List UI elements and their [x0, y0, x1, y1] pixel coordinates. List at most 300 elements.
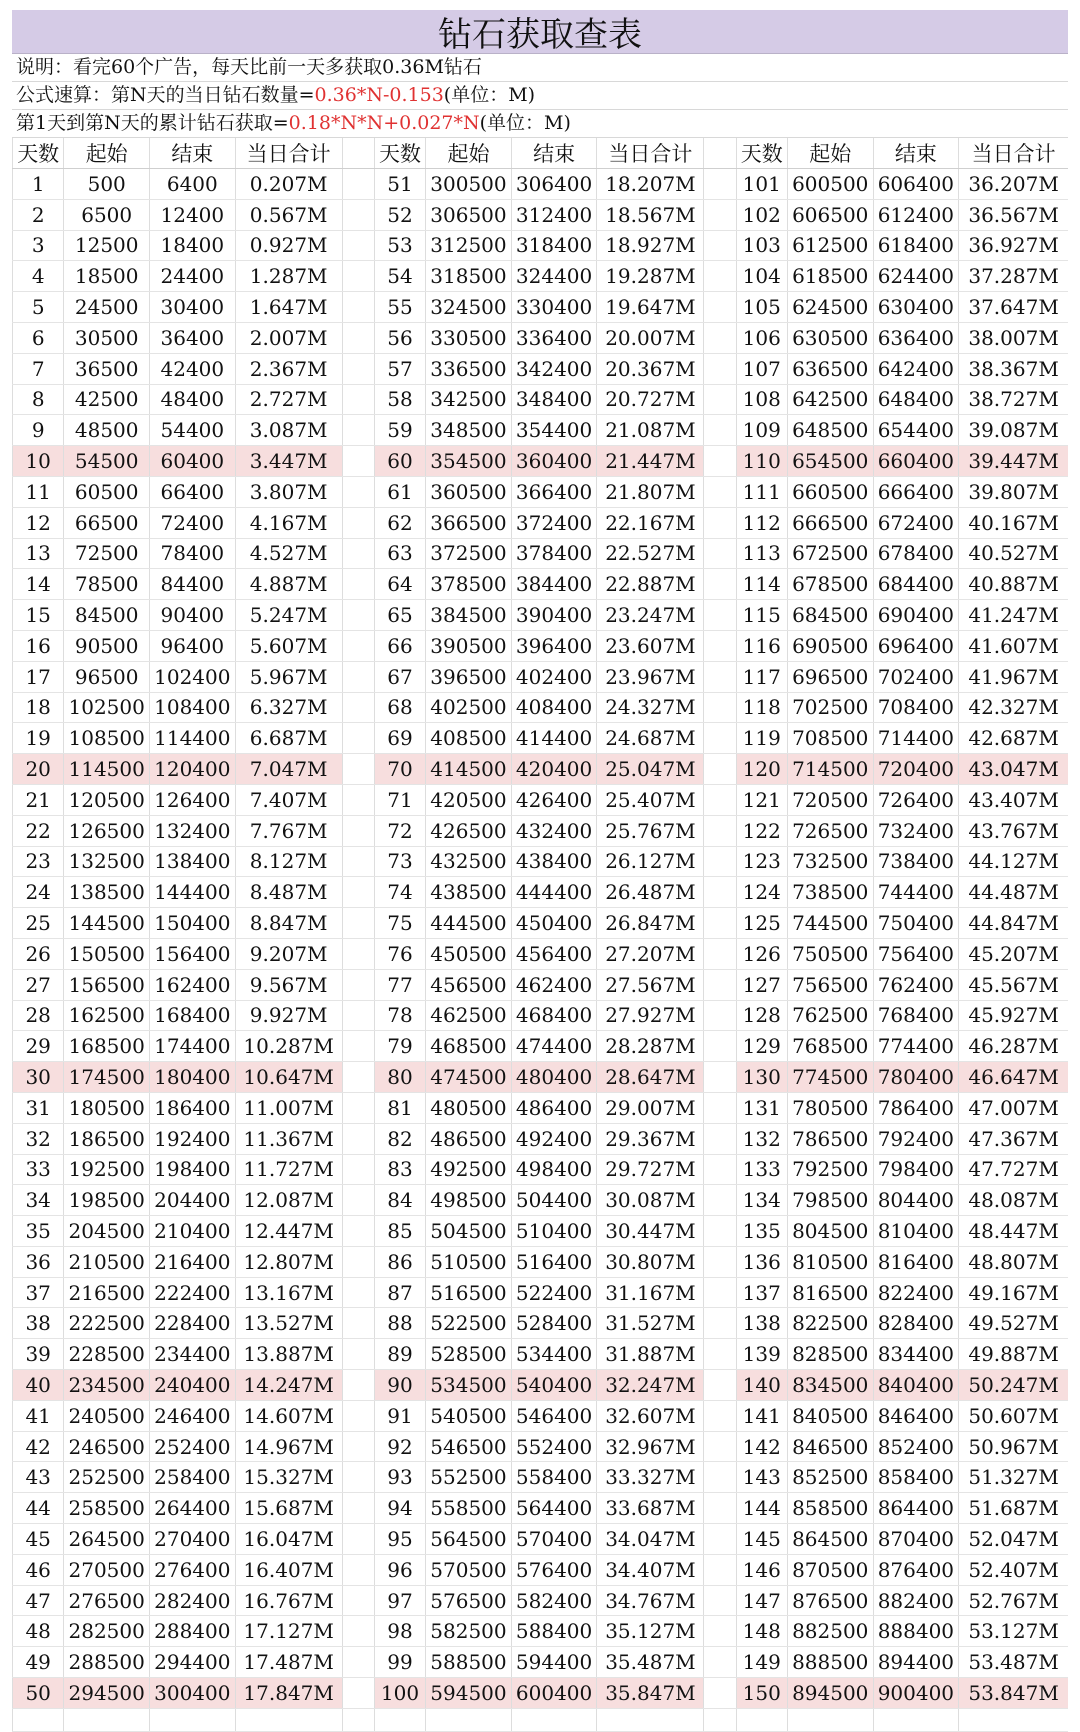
cell-day: 80 [374, 1062, 425, 1093]
group-spacer [342, 1000, 374, 1031]
cell-start: 702500 [787, 692, 873, 723]
cell-day: 124 [736, 877, 787, 908]
group-spacer [704, 1246, 736, 1277]
cell-end: 630400 [873, 292, 959, 323]
table-row [13, 353, 1069, 384]
header-start: 起始 [787, 138, 873, 169]
cell-start: 48500 [64, 415, 150, 446]
cell-daily-total: 32.607M [597, 1400, 704, 1431]
cell-day: 138 [736, 1308, 787, 1339]
group-spacer [342, 1308, 374, 1339]
group-spacer [704, 1123, 736, 1154]
cell-end: 78400 [150, 538, 236, 569]
group-spacer [704, 138, 736, 169]
cell-daily-total: 52.047M [959, 1524, 1068, 1555]
cell-start: 858500 [787, 1493, 873, 1524]
group-spacer [704, 1431, 736, 1462]
cell-daily-total: 3.087M [235, 415, 342, 446]
cell-day: 134 [736, 1185, 787, 1216]
table-row [13, 1185, 1069, 1216]
cell-end: 714400 [873, 723, 959, 754]
cell-start: 372500 [426, 538, 512, 569]
group-spacer [704, 384, 736, 415]
cell-day: 33 [13, 1154, 64, 1185]
cell-day: 32 [13, 1123, 64, 1154]
cell-day: 52 [374, 199, 425, 230]
group-spacer [342, 1123, 374, 1154]
table-row [13, 1400, 1069, 1431]
group-spacer [342, 292, 374, 323]
cell-start: 894500 [787, 1678, 873, 1709]
cell-daily-total: 8.487M [235, 877, 342, 908]
group-spacer [704, 476, 736, 507]
cell-daily-total: 33.687M [597, 1493, 704, 1524]
cell-end: 534400 [511, 1339, 597, 1370]
cell-day: 147 [736, 1585, 787, 1616]
cell-day: 62 [374, 507, 425, 538]
cell-start: 342500 [426, 384, 512, 415]
cell-end: 168400 [150, 1000, 236, 1031]
cell-start: 420500 [426, 784, 512, 815]
cell-end: 600400 [511, 1678, 597, 1709]
cell-start: 300500 [426, 169, 512, 200]
group-spacer [704, 1524, 736, 1555]
cell-day: 150 [736, 1678, 787, 1709]
cell-start: 312500 [426, 230, 512, 261]
cell-end: 732400 [873, 815, 959, 846]
cell-start: 258500 [64, 1493, 150, 1524]
cell-end: 528400 [511, 1308, 597, 1339]
cell-start: 516500 [426, 1277, 512, 1308]
group-spacer [704, 230, 736, 261]
table-row [13, 1277, 1069, 1308]
group-spacer [704, 415, 736, 446]
table-row [13, 1092, 1069, 1123]
cell-daily-total: 8.847M [235, 908, 342, 939]
cell-start: 426500 [426, 815, 512, 846]
table-row [13, 507, 1069, 538]
cell-day: 28 [13, 1000, 64, 1031]
cell-day: 101 [736, 169, 787, 200]
header-end: 结束 [511, 138, 597, 169]
cell-daily-total: 35.847M [597, 1678, 704, 1709]
cell-end: 342400 [511, 353, 597, 384]
empty-cell [13, 1708, 64, 1731]
cell-daily-total: 42.327M [959, 692, 1068, 723]
group-spacer [704, 1493, 736, 1524]
cell-end: 720400 [873, 754, 959, 785]
cell-day: 133 [736, 1154, 787, 1185]
cell-start: 486500 [426, 1123, 512, 1154]
cell-day: 7 [13, 353, 64, 384]
cell-daily-total: 47.727M [959, 1154, 1068, 1185]
cell-start: 336500 [426, 353, 512, 384]
cell-end: 672400 [873, 507, 959, 538]
cell-daily-total: 52.767M [959, 1585, 1068, 1616]
cell-end: 282400 [150, 1585, 236, 1616]
cell-start: 888500 [787, 1647, 873, 1678]
cell-end: 360400 [511, 446, 597, 477]
cell-start: 582500 [426, 1616, 512, 1647]
cell-daily-total: 49.887M [959, 1339, 1068, 1370]
cell-day: 48 [13, 1616, 64, 1647]
cell-day: 31 [13, 1092, 64, 1123]
cell-start: 732500 [787, 846, 873, 877]
cell-end: 258400 [150, 1462, 236, 1493]
cell-start: 882500 [787, 1616, 873, 1647]
cell-day: 81 [374, 1092, 425, 1123]
cell-day: 136 [736, 1246, 787, 1277]
cell-end: 90400 [150, 600, 236, 631]
cell-start: 756500 [787, 969, 873, 1000]
cell-day: 10 [13, 446, 64, 477]
table-row [13, 1431, 1069, 1462]
cell-day: 148 [736, 1616, 787, 1647]
cell-daily-total: 22.527M [597, 538, 704, 569]
cell-daily-total: 17.487M [235, 1647, 342, 1678]
table-row [13, 908, 1069, 939]
cell-day: 84 [374, 1185, 425, 1216]
cell-start: 102500 [64, 692, 150, 723]
table-row [13, 1493, 1069, 1524]
cell-start: 558500 [426, 1493, 512, 1524]
cell-daily-total: 30.087M [597, 1185, 704, 1216]
cell-start: 180500 [64, 1092, 150, 1123]
cell-end: 432400 [511, 815, 597, 846]
cell-daily-total: 29.367M [597, 1123, 704, 1154]
cell-start: 654500 [787, 446, 873, 477]
cell-start: 876500 [787, 1585, 873, 1616]
cell-daily-total: 48.447M [959, 1216, 1068, 1247]
cell-end: 270400 [150, 1524, 236, 1555]
cell-end: 636400 [873, 322, 959, 353]
cell-start: 210500 [64, 1246, 150, 1277]
cell-end: 378400 [511, 538, 597, 569]
cell-day: 98 [374, 1616, 425, 1647]
table-row [13, 169, 1069, 200]
cell-daily-total: 25.407M [597, 784, 704, 815]
cell-end: 276400 [150, 1554, 236, 1585]
cell-daily-total: 17.847M [235, 1678, 342, 1709]
cell-end: 588400 [511, 1616, 597, 1647]
cell-end: 468400 [511, 1000, 597, 1031]
cell-end: 264400 [150, 1493, 236, 1524]
cell-daily-total: 46.287M [959, 1031, 1068, 1062]
cell-start: 636500 [787, 353, 873, 384]
cell-daily-total: 27.567M [597, 969, 704, 1000]
cell-day: 130 [736, 1062, 787, 1093]
group-spacer [342, 1431, 374, 1462]
cell-daily-total: 5.607M [235, 630, 342, 661]
cell-daily-total: 41.247M [959, 600, 1068, 631]
cell-end: 420400 [511, 754, 597, 785]
cell-daily-total: 29.727M [597, 1154, 704, 1185]
cell-daily-total: 44.127M [959, 846, 1068, 877]
header-row [13, 138, 1069, 169]
group-spacer [342, 1277, 374, 1308]
cell-end: 156400 [150, 938, 236, 969]
cell-day: 24 [13, 877, 64, 908]
cell-end: 6400 [150, 169, 236, 200]
cell-end: 336400 [511, 322, 597, 353]
group-spacer [704, 754, 736, 785]
empty-cell [511, 1708, 597, 1731]
cell-end: 234400 [150, 1339, 236, 1370]
cell-end: 384400 [511, 569, 597, 600]
group-spacer [704, 446, 736, 477]
note-cumulative-formula [12, 110, 1068, 138]
table-row [13, 538, 1069, 569]
table-row [13, 1154, 1069, 1185]
cell-start: 234500 [64, 1370, 150, 1401]
cell-day: 16 [13, 630, 64, 661]
cell-end: 300400 [150, 1678, 236, 1709]
cell-start: 720500 [787, 784, 873, 815]
cell-daily-total: 14.967M [235, 1431, 342, 1462]
cell-start: 24500 [64, 292, 150, 323]
cell-day: 12 [13, 507, 64, 538]
group-spacer [704, 938, 736, 969]
cell-daily-total: 51.327M [959, 1462, 1068, 1493]
cell-end: 828400 [873, 1308, 959, 1339]
header-day: 天数 [13, 138, 64, 169]
cell-daily-total: 28.647M [597, 1062, 704, 1093]
cell-start: 528500 [426, 1339, 512, 1370]
cell-day: 50 [13, 1678, 64, 1709]
cell-daily-total: 20.007M [597, 322, 704, 353]
cell-day: 129 [736, 1031, 787, 1062]
cell-end: 462400 [511, 969, 597, 1000]
cell-daily-total: 49.527M [959, 1308, 1068, 1339]
table-row [13, 1554, 1069, 1585]
cell-day: 119 [736, 723, 787, 754]
cell-daily-total: 18.207M [597, 169, 704, 200]
empty-cell [873, 1708, 959, 1731]
header-daily-total: 当日合计 [959, 138, 1068, 169]
cell-day: 102 [736, 199, 787, 230]
group-spacer [704, 292, 736, 323]
table-row [13, 969, 1069, 1000]
table-row [13, 476, 1069, 507]
cell-end: 690400 [873, 600, 959, 631]
group-spacer [342, 1400, 374, 1431]
cell-end: 186400 [150, 1092, 236, 1123]
table-row [13, 723, 1069, 754]
cell-end: 486400 [511, 1092, 597, 1123]
formula-label: 第1天到第N天的累计钻石获取= [16, 112, 289, 134]
cell-daily-total: 38.727M [959, 384, 1068, 415]
cell-daily-total: 5.967M [235, 661, 342, 692]
cell-day: 97 [374, 1585, 425, 1616]
group-spacer [342, 476, 374, 507]
cell-day: 60 [374, 446, 425, 477]
cell-daily-total: 24.327M [597, 692, 704, 723]
group-spacer [704, 1554, 736, 1585]
cell-day: 5 [13, 292, 64, 323]
cell-end: 60400 [150, 446, 236, 477]
cell-day: 9 [13, 415, 64, 446]
cell-end: 786400 [873, 1092, 959, 1123]
group-spacer [704, 1308, 736, 1339]
group-spacer [342, 1216, 374, 1247]
diamond-table [12, 138, 1068, 1732]
cell-daily-total: 29.007M [597, 1092, 704, 1123]
group-spacer [342, 261, 374, 292]
cell-end: 288400 [150, 1616, 236, 1647]
cell-start: 6500 [64, 199, 150, 230]
cell-start: 678500 [787, 569, 873, 600]
note-description: 说明：看完60个广告，每天比前一天多获取0.36M钻石 [12, 54, 1068, 82]
cell-day: 149 [736, 1647, 787, 1678]
cell-end: 222400 [150, 1277, 236, 1308]
cell-end: 804400 [873, 1185, 959, 1216]
group-spacer [342, 1062, 374, 1093]
cell-day: 25 [13, 908, 64, 939]
cell-start: 864500 [787, 1524, 873, 1555]
group-spacer [342, 630, 374, 661]
cell-day: 126 [736, 938, 787, 969]
cell-end: 798400 [873, 1154, 959, 1185]
cell-start: 798500 [787, 1185, 873, 1216]
cell-daily-total: 12.807M [235, 1246, 342, 1277]
cell-end: 900400 [873, 1678, 959, 1709]
cell-end: 228400 [150, 1308, 236, 1339]
cell-day: 58 [374, 384, 425, 415]
cell-daily-total: 39.807M [959, 476, 1068, 507]
empty-cell [374, 1708, 425, 1731]
table-row [13, 1123, 1069, 1154]
cell-day: 59 [374, 415, 425, 446]
cell-daily-total: 47.367M [959, 1123, 1068, 1154]
group-spacer [342, 1554, 374, 1585]
cell-end: 648400 [873, 384, 959, 415]
cell-day: 27 [13, 969, 64, 1000]
cell-end: 366400 [511, 476, 597, 507]
cell-daily-total: 22.887M [597, 569, 704, 600]
cell-start: 738500 [787, 877, 873, 908]
cell-day: 46 [13, 1554, 64, 1585]
cell-daily-total: 14.247M [235, 1370, 342, 1401]
group-spacer [704, 1585, 736, 1616]
cell-start: 870500 [787, 1554, 873, 1585]
empty-cell [64, 1708, 150, 1731]
cell-daily-total: 4.887M [235, 569, 342, 600]
sheet-title: 钻石获取查表 [12, 10, 1068, 54]
cell-daily-total: 1.647M [235, 292, 342, 323]
cell-daily-total: 0.567M [235, 199, 342, 230]
group-spacer [342, 1370, 374, 1401]
cell-day: 75 [374, 908, 425, 939]
cell-day: 87 [374, 1277, 425, 1308]
cell-day: 44 [13, 1493, 64, 1524]
cell-day: 71 [374, 784, 425, 815]
cell-start: 696500 [787, 661, 873, 692]
table-row [13, 1462, 1069, 1493]
cell-daily-total: 26.127M [597, 846, 704, 877]
group-spacer [704, 1216, 736, 1247]
cell-day: 30 [13, 1062, 64, 1093]
cell-daily-total: 32.967M [597, 1431, 704, 1462]
cell-end: 240400 [150, 1370, 236, 1401]
cell-day: 6 [13, 322, 64, 353]
cell-day: 2 [13, 199, 64, 230]
cell-day: 57 [374, 353, 425, 384]
cell-day: 85 [374, 1216, 425, 1247]
cell-end: 498400 [511, 1154, 597, 1185]
table-row [13, 784, 1069, 815]
cell-start: 444500 [426, 908, 512, 939]
cell-start: 12500 [64, 230, 150, 261]
table-row [13, 1678, 1069, 1709]
formula-unit: (单位：M) [443, 84, 536, 106]
cell-start: 432500 [426, 846, 512, 877]
cell-daily-total: 0.927M [235, 230, 342, 261]
cell-start: 456500 [426, 969, 512, 1000]
cell-daily-total: 21.447M [597, 446, 704, 477]
cell-day: 121 [736, 784, 787, 815]
group-spacer [342, 415, 374, 446]
cell-day: 108 [736, 384, 787, 415]
empty-cell [959, 1708, 1068, 1731]
cell-day: 43 [13, 1462, 64, 1493]
cell-end: 12400 [150, 199, 236, 230]
cell-daily-total: 8.127M [235, 846, 342, 877]
cell-start: 552500 [426, 1462, 512, 1493]
cell-end: 144400 [150, 877, 236, 908]
formula-label: 公式速算：第N天的当日钻石数量= [16, 84, 315, 106]
cell-daily-total: 39.447M [959, 446, 1068, 477]
cell-start: 294500 [64, 1678, 150, 1709]
cell-end: 396400 [511, 630, 597, 661]
cell-daily-total: 26.487M [597, 877, 704, 908]
cell-daily-total: 27.207M [597, 938, 704, 969]
cell-start: 438500 [426, 877, 512, 908]
group-spacer [342, 230, 374, 261]
group-spacer [342, 384, 374, 415]
cell-start: 288500 [64, 1647, 150, 1678]
cell-end: 750400 [873, 908, 959, 939]
cell-end: 312400 [511, 199, 597, 230]
group-spacer [704, 1370, 736, 1401]
cell-start: 768500 [787, 1031, 873, 1062]
cell-end: 894400 [873, 1647, 959, 1678]
cell-daily-total: 9.927M [235, 1000, 342, 1031]
table-row [13, 1000, 1069, 1031]
cell-start: 462500 [426, 1000, 512, 1031]
cell-start: 468500 [426, 1031, 512, 1062]
group-spacer [704, 1092, 736, 1123]
cell-day: 22 [13, 815, 64, 846]
cell-day: 53 [374, 230, 425, 261]
cell-daily-total: 26.847M [597, 908, 704, 939]
empty-cell [787, 1708, 873, 1731]
cell-end: 792400 [873, 1123, 959, 1154]
cell-start: 108500 [64, 723, 150, 754]
cell-start: 750500 [787, 938, 873, 969]
cell-day: 118 [736, 692, 787, 723]
cell-end: 582400 [511, 1585, 597, 1616]
cell-end: 540400 [511, 1370, 597, 1401]
cell-end: 96400 [150, 630, 236, 661]
cell-day: 123 [736, 846, 787, 877]
cell-start: 666500 [787, 507, 873, 538]
cell-end: 696400 [873, 630, 959, 661]
group-spacer [342, 1031, 374, 1062]
cell-start: 144500 [64, 908, 150, 939]
cell-start: 156500 [64, 969, 150, 1000]
cell-day: 69 [374, 723, 425, 754]
cell-end: 822400 [873, 1277, 959, 1308]
